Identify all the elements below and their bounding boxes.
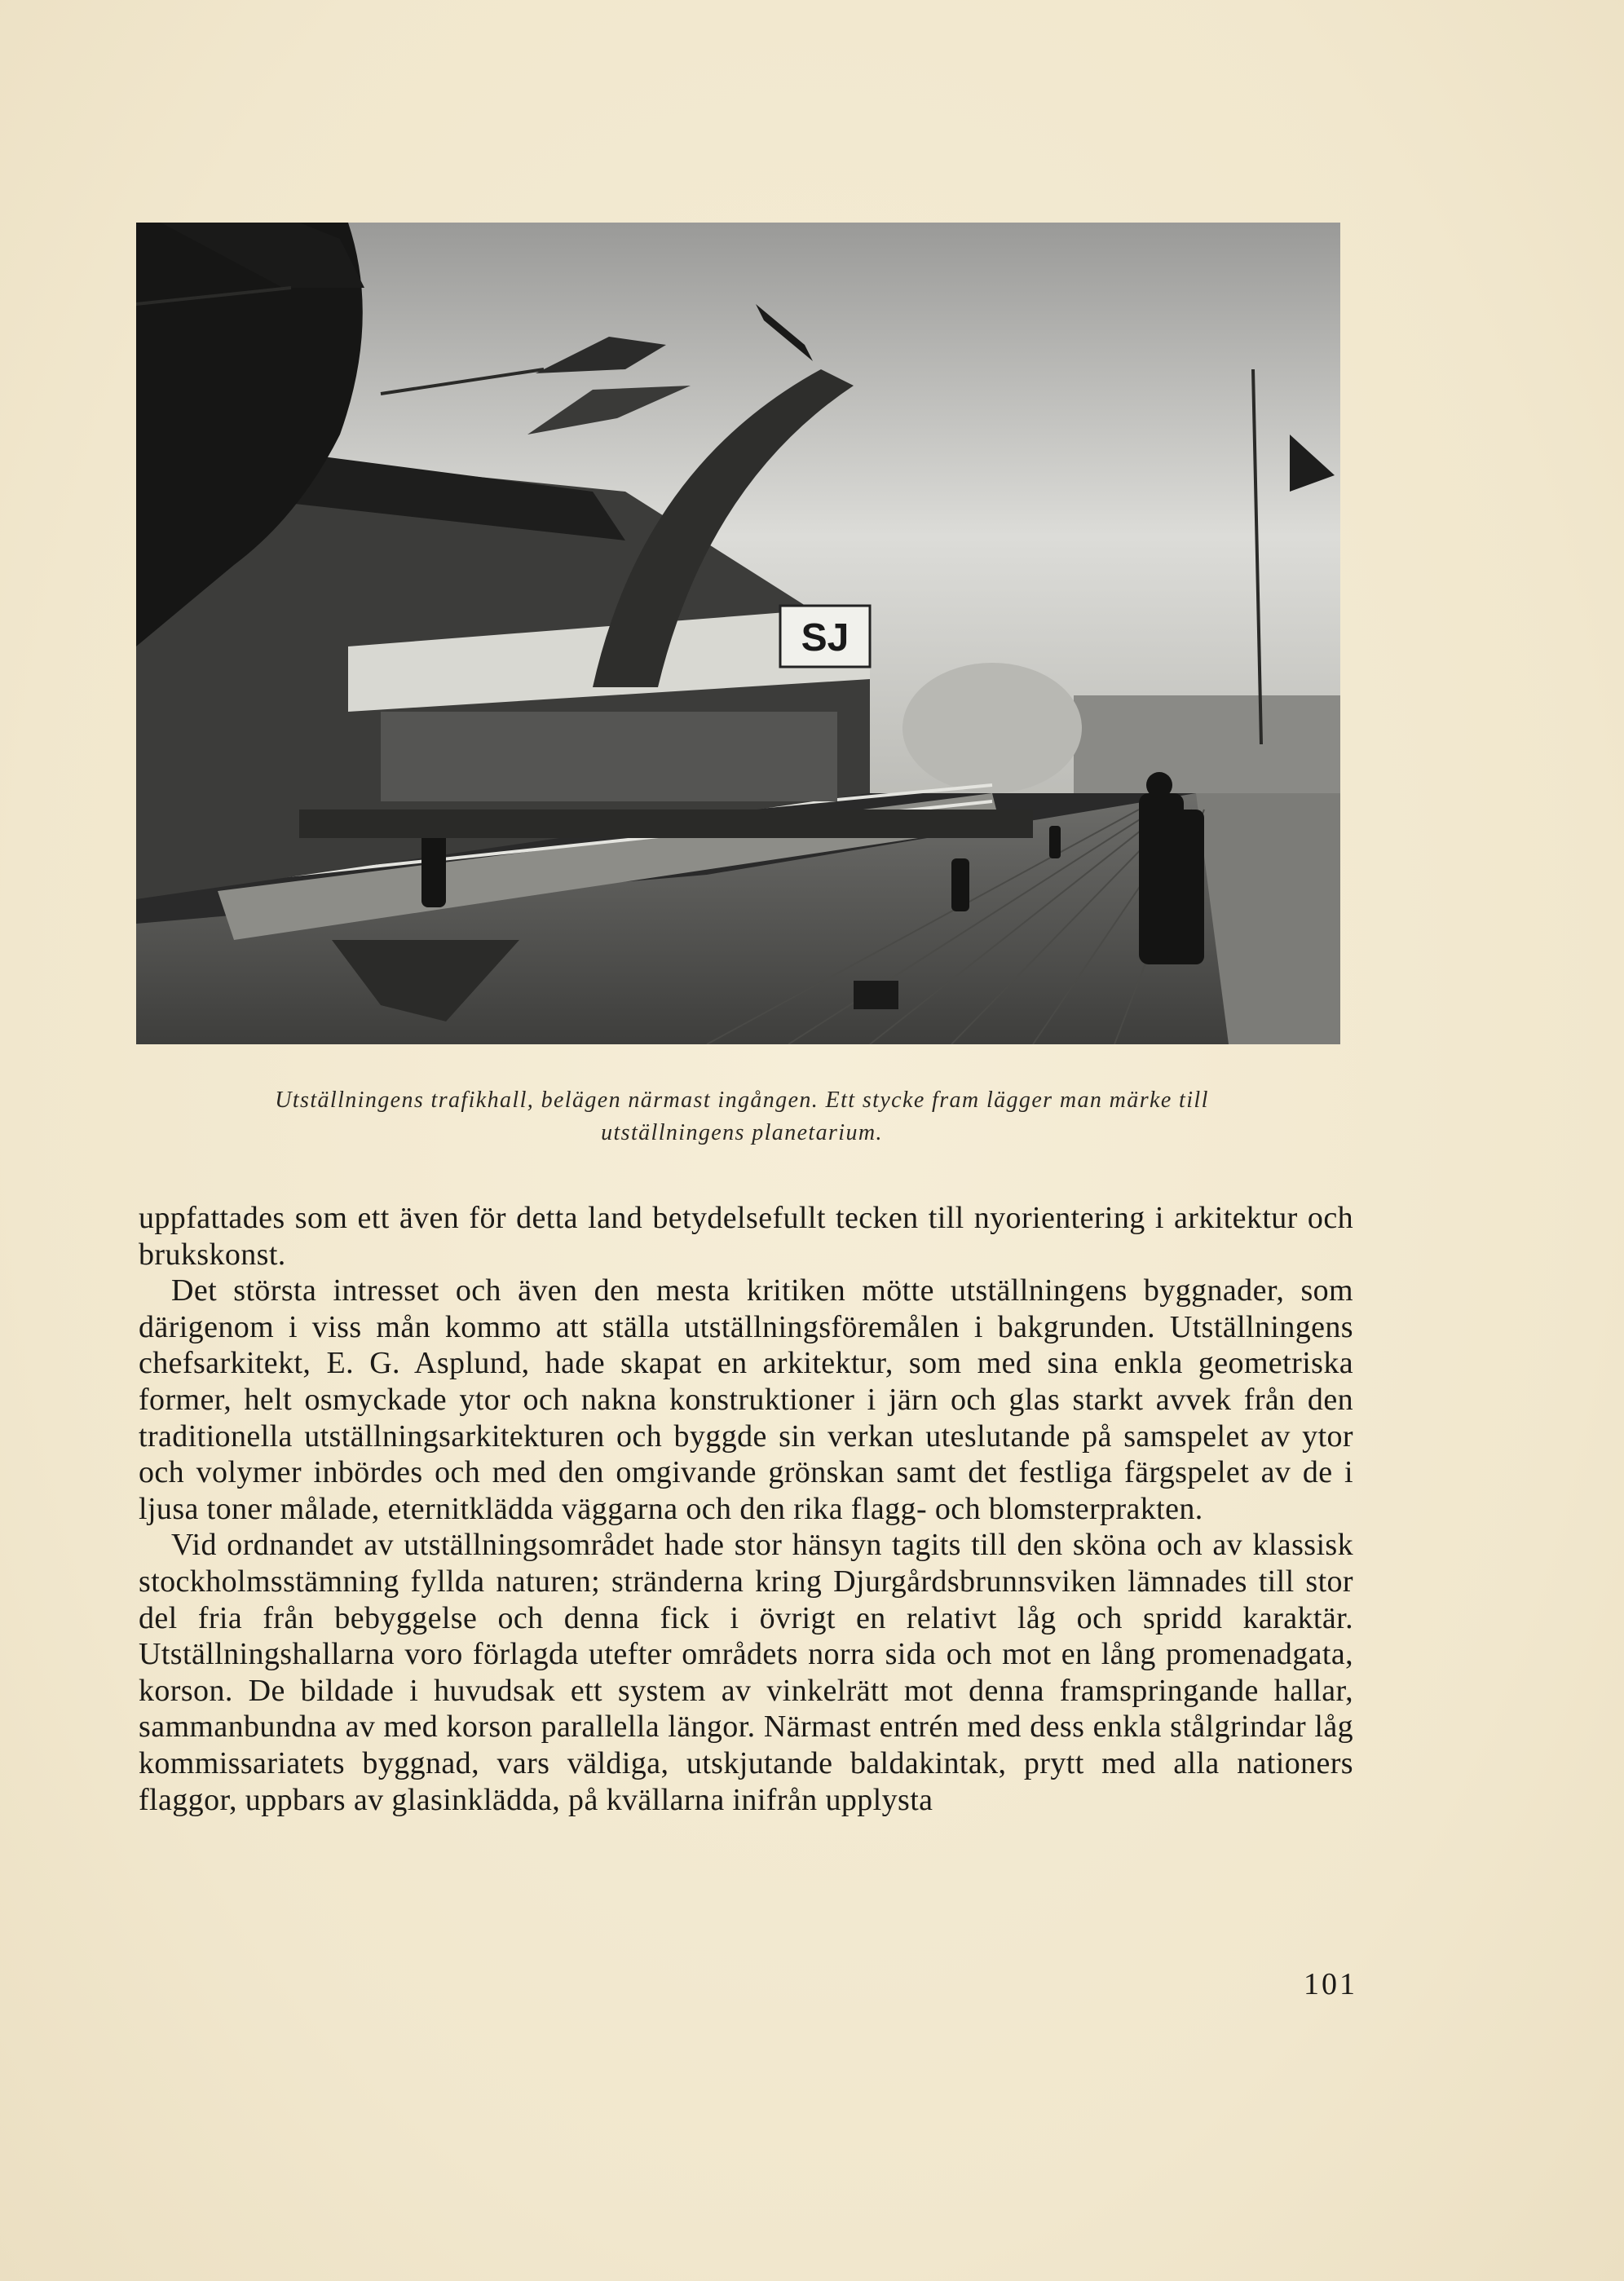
caption-line-2: utställningens planetarium. xyxy=(601,1120,883,1145)
distant-buildings xyxy=(1074,695,1340,793)
page-number: 101 xyxy=(1304,1967,1357,2001)
caption-line-1: Utställningens trafikhall, belägen närmast ingången. Ett stycke fram lägger man märke till xyxy=(275,1088,1209,1113)
sj-sign-text: SJ xyxy=(801,616,850,660)
exhibition-photograph xyxy=(136,223,1340,1044)
paragraph-3: Vid ordnandet av utställningsområdet hade stor hänsyn tagits till den sköna och av klassisk stockholmsstämning fyllda naturen; stränderna kring Djurgårdsbrunnsviken lämnades till stor del fria från bebyggelse och denna fick i övrigt en relativt låg och spridd karaktär. Utställningshallarna voro förlagda utefter områdets norra sida och mot en lång promenadgata, korson. De bildade i huvudsak ett system av vinkelrätt mot denna framspringande hallar, sammanbundna av med korson parallella längor. Närmast entrén med dess enkla stålgrindar låg kommissariatets byggnad, vars väldiga, utskjutande baldakintak, prytt med alla nationers flaggor, uppbars av glasinklädda, på kvällarna inifrån upplysta xyxy=(139,1528,1353,1817)
building-ground-floor xyxy=(381,712,837,801)
paragraph-2: Det största intresset och även den mesta kritiken mötte utställningens byggnader, som därigenom i viss mån kommo att ställa utställningsföremålen i bakgrunden. Utställningens chefsarkitekt, E. G. Asplund, hade skapat en arkitektur, som med sina enkla geometriska former, helt osmyckade ytor och nakna konstruktioner i järn och glas starkt avvek från den traditionella utställningsarkitekturen och byggde sin verkan uteslutande på samspelet av ytor och volymer inbördes och med den omgivande grönskan samt det festliga färgspelet av de i ljusa toner målade, eternitklädda väggarna och den rika flagg- och blomsterprakten. xyxy=(139,1273,1353,1526)
photo-caption xyxy=(130,1084,1353,1149)
planetarium-dome xyxy=(902,663,1082,793)
photo-illustration xyxy=(136,223,1340,1044)
body-text xyxy=(139,1200,1353,1818)
paragraph-1: uppfattades som ett även för detta land betydelsefullt tecken till nyorientering i arkitektur och brukskonst. xyxy=(139,1201,1353,1272)
